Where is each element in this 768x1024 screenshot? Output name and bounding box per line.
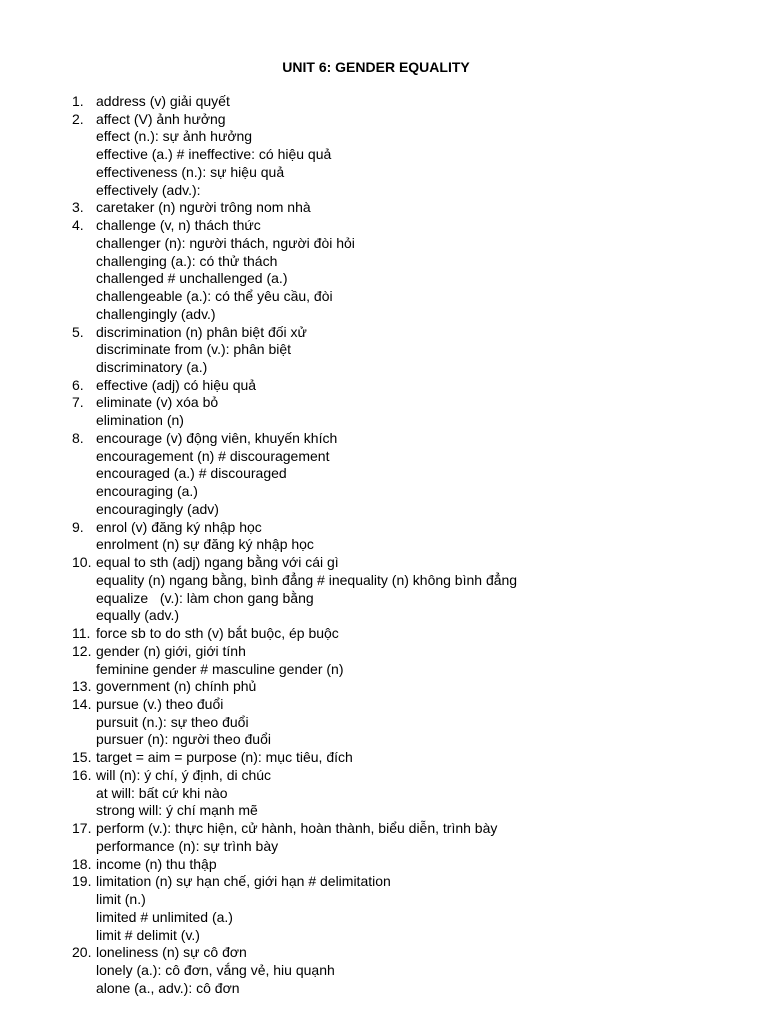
entry-text: effectiveness (n.): sự hiệu quả [96,163,285,180]
entry-number: 12. [72,642,92,659]
entry-text: pursuer (n): người theo đuổi [96,731,271,748]
entry-number: 7. [72,394,84,411]
vocab-entry [0,873,768,944]
vocab-headword-line [0,873,768,891]
entry-text: loneliness (n) sự cô đơn [96,944,247,961]
vocab-derivative-line [0,607,768,625]
vocab-entry [0,820,768,855]
entry-text: force sb to do sth (v) bắt buộc, ép buộc [96,625,339,642]
entry-number: 18. [72,855,92,872]
vocab-entry [0,377,768,395]
entry-text: equalize (v.): làm chon gang bằng [96,589,314,606]
vocab-derivative-line [0,661,768,679]
entry-text: lonely (a.): cô đơn, vắng vẻ, hiu quạnh [96,961,335,978]
entry-text: alone (a., adv.): cô đơn [96,979,240,996]
vocabulary-list [0,93,768,997]
entry-text: pursuit (n.): sự theo đuổi [96,713,249,730]
entry-text: enrolment (n) sự đăng ký nhập học [96,536,314,553]
vocab-derivative-line [0,838,768,856]
entry-text: challengeable (a.): có thể yêu cầu, đòi [96,288,333,305]
entry-text: eliminate (v) xóa bỏ [96,394,219,411]
vocab-headword-line [0,394,768,412]
vocab-entry [0,111,768,200]
vocab-derivative-line [0,306,768,324]
vocab-headword-line [0,767,768,785]
entry-text: encouragingly (adv) [96,500,219,517]
entry-text: encourage (v) động viên, khuyến khích [96,429,338,446]
entry-number: 15. [72,749,92,766]
entry-text: affect (V) ảnh hưởng [96,110,226,127]
entry-text: will (n): ý chí, ý định, di chúc [96,766,272,783]
vocab-entry [0,749,768,767]
vocab-derivative-line [0,128,768,146]
entry-number: 19. [72,873,92,890]
entry-text: equally (adv.) [96,607,180,624]
vocab-derivative-line [0,785,768,803]
entry-number: 11. [72,625,91,642]
entry-text: discriminate from (v.): phân biệt [96,341,292,358]
vocab-derivative-line [0,164,768,182]
vocab-headword-line [0,217,768,235]
entry-text: discriminatory (a.) [96,359,208,376]
page-title: UNIT 6: GENDER EQUALITY [282,59,470,75]
entry-text: caretaker (n) người trông nom nhà [96,199,311,216]
vocab-derivative-line [0,501,768,519]
vocab-entry [0,217,768,323]
vocab-entry [0,856,768,874]
vocab-derivative-line [0,536,768,554]
entry-text: limit # delimit (v.) [96,926,200,943]
vocab-headword-line [0,519,768,537]
vocab-derivative-line [0,235,768,253]
entry-text: target = aim = purpose (n): mục tiêu, đích [96,749,353,766]
vocab-entry [0,519,768,554]
vocab-headword-line [0,696,768,714]
vocab-derivative-line [0,448,768,466]
entry-text: limitation (n) sự hạn chế, giới hạn # delimitation [96,873,391,890]
vocab-derivative-line [0,927,768,945]
entry-text: enrol (v) đăng ký nhập học [96,518,262,535]
vocab-entry [0,944,768,997]
vocab-entry [0,643,768,678]
entry-text: income (n) thu thập [96,855,217,872]
entry-text: limited # unlimited (a.) [96,908,233,925]
entry-number: 13. [72,678,92,695]
vocab-entry [0,199,768,217]
vocab-headword-line [0,324,768,342]
entry-text: challenge (v, n) thách thức [96,217,261,234]
entry-text: government (n) chính phủ [96,678,257,695]
entry-text: encouraged (a.) # discouraged [96,465,287,482]
vocab-derivative-line [0,465,768,483]
vocab-derivative-line [0,590,768,608]
vocab-derivative-line [0,714,768,732]
entry-number: 9. [72,518,84,535]
entry-text: at will: bất cứ khi nào [96,784,228,801]
entry-number: 3. [72,199,84,216]
entry-text: equality (n) ngang bằng, bình đẳng # inequality (n) không bình đẳng [96,571,518,588]
vocab-headword-line [0,856,768,874]
entry-text: address (v) giải quyết [96,93,230,109]
entry-text: perform (v.): thực hiện, cử hành, hoàn thành, biểu diễn, trình bày [96,820,498,837]
vocab-headword-line [0,430,768,448]
entry-number: 14. [72,695,92,712]
vocab-derivative-line [0,253,768,271]
vocab-derivative-line [0,270,768,288]
entry-number: 6. [72,376,84,393]
vocab-entry [0,394,768,429]
entry-number: 1. [72,93,84,109]
vocab-headword-line [0,111,768,129]
vocab-entry [0,625,768,643]
entry-text: encouraging (a.) [96,483,198,500]
entry-number: 8. [72,429,84,446]
vocab-headword-line [0,944,768,962]
vocab-derivative-line [0,962,768,980]
entry-text: equal to sth (adj) ngang bằng với cái gì [96,554,339,571]
vocab-derivative-line [0,341,768,359]
vocab-entry [0,696,768,749]
vocab-derivative-line [0,288,768,306]
vocab-headword-line [0,643,768,661]
vocab-derivative-line [0,182,768,200]
vocab-headword-line [0,93,768,111]
vocab-headword-line [0,625,768,643]
vocab-headword-line [0,199,768,217]
vocab-derivative-line [0,891,768,909]
entry-text: elimination (n) [96,412,184,429]
entry-number: 10. [72,554,92,571]
vocab-entry [0,554,768,625]
entry-text: effective (adj) có hiệu quả [96,376,257,393]
vocab-derivative-line [0,359,768,377]
vocab-derivative-line [0,980,768,998]
entry-text: challenged # unchallenged (a.) [96,270,288,287]
vocab-derivative-line [0,572,768,590]
entry-number: 5. [72,323,84,340]
vocab-entry [0,93,768,111]
entry-text: performance (n): sự trình bày [96,837,279,854]
entry-text: feminine gender # masculine gender (n) [96,660,344,677]
vocab-headword-line [0,749,768,767]
entry-text: strong will: ý chí mạnh mẽ [96,802,258,819]
entry-text: challenger (n): người thách, người đòi hỏi [96,234,355,251]
vocab-entry [0,678,768,696]
entry-text: encouragement (n) # discouragement [96,447,330,464]
entry-number: 20. [72,944,92,961]
entry-text: effective (a.) # ineffective: có hiệu quả [96,146,332,163]
entry-text: pursue (v.) theo đuổi [96,695,224,712]
vocab-entry [0,767,768,820]
entry-number: 16. [72,766,92,783]
entry-number: 17. [72,820,92,837]
vocab-derivative-line [0,731,768,749]
entry-number: 2. [72,110,84,127]
entry-text: challengingly (adv.) [96,305,216,322]
entry-text: discrimination (n) phân biệt đối xử [96,323,307,340]
vocab-derivative-line [0,146,768,164]
vocab-headword-line [0,377,768,395]
entry-text: limit (n.) [96,891,146,908]
vocab-derivative-line [0,483,768,501]
vocab-derivative-line [0,802,768,820]
vocab-derivative-line [0,412,768,430]
vocab-derivative-line [0,909,768,927]
vocab-headword-line [0,820,768,838]
vocab-headword-line [0,554,768,572]
entry-text: gender (n) giới, giới tính [96,642,246,659]
vocab-entry [0,430,768,519]
vocab-entry [0,324,768,377]
entry-text: effectively (adv.): [96,181,201,198]
entry-text: effect (n.): sự ảnh hưởng [96,128,253,145]
entry-text: challenging (a.): có thử thách [96,252,278,269]
entry-number: 4. [72,217,84,234]
vocab-headword-line [0,678,768,696]
